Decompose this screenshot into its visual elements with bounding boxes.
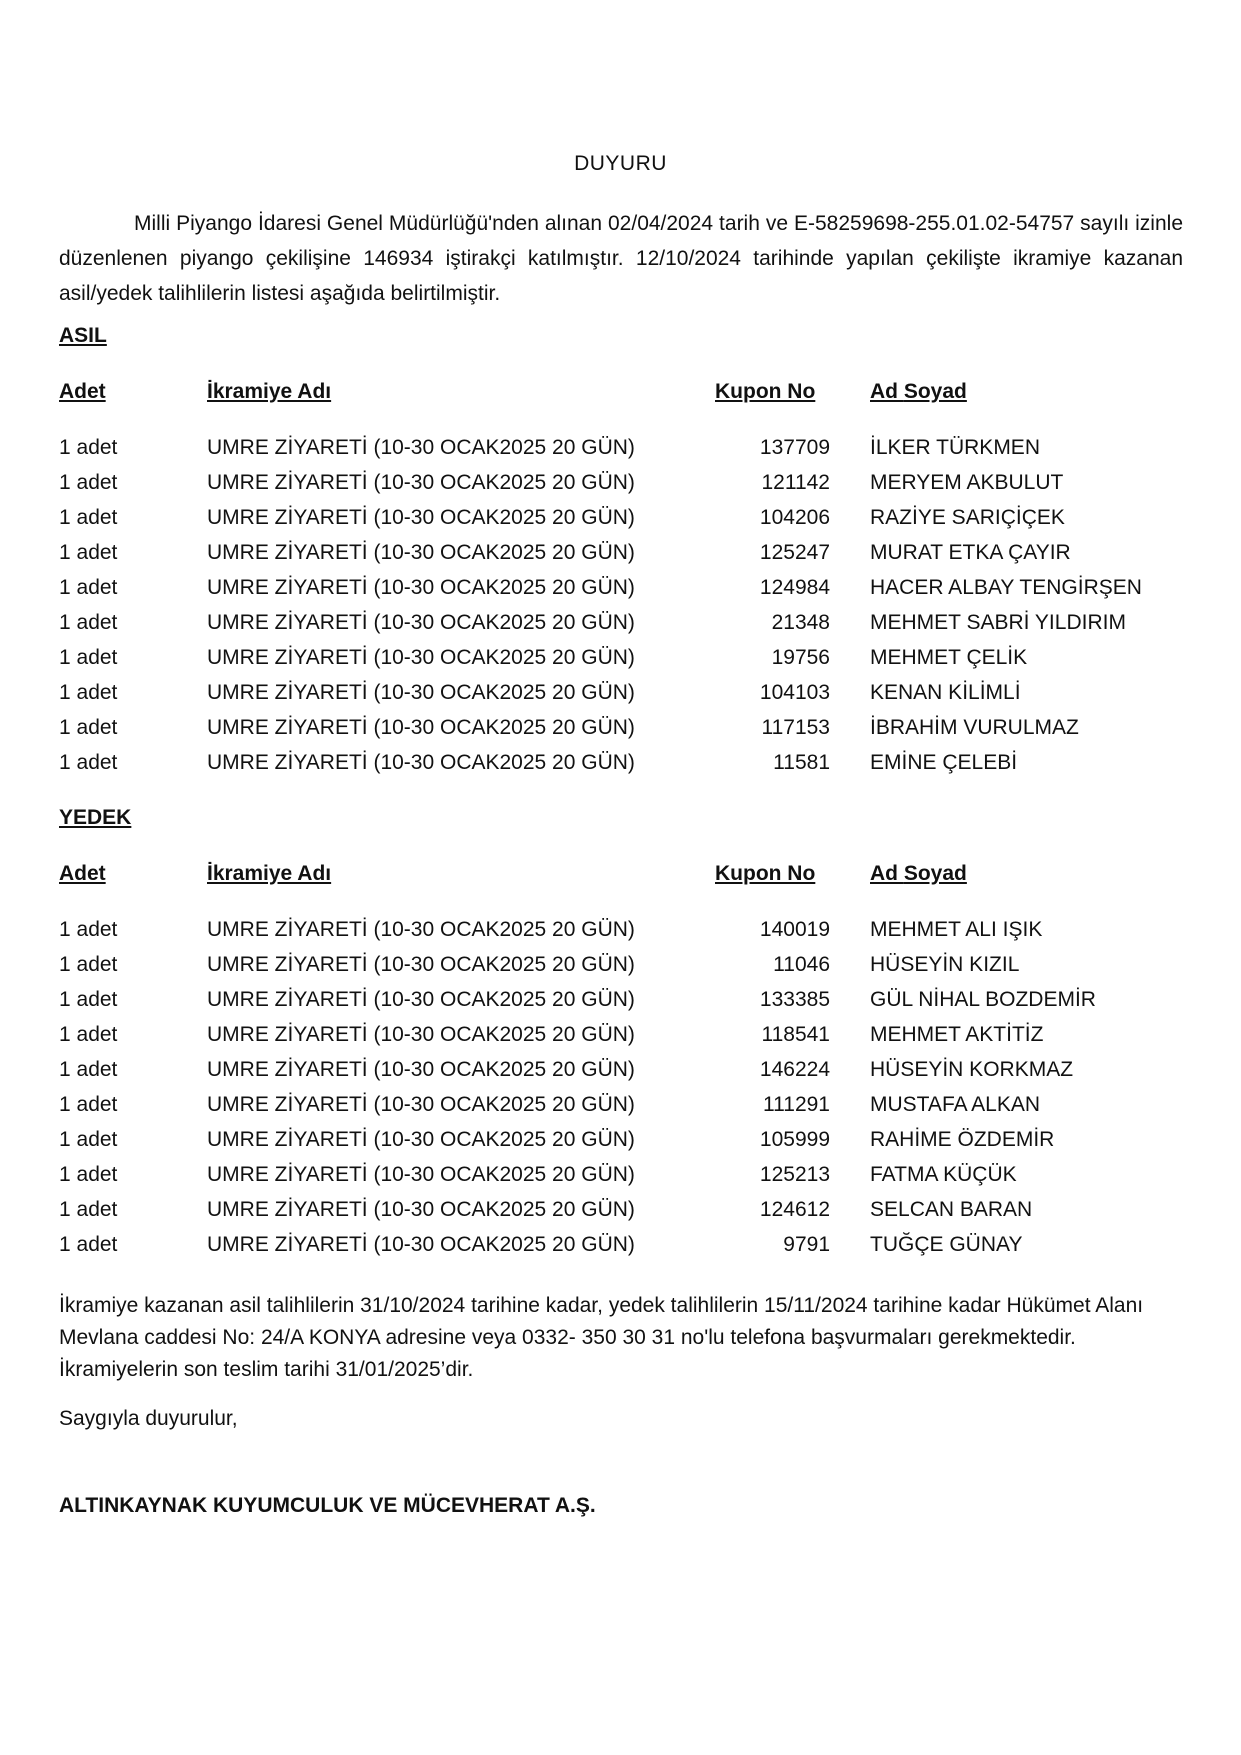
cell-name: KENAN KİLİMLİ (870, 681, 1021, 704)
cell-qty: 1 adet (59, 1058, 118, 1081)
asil-table-body (0, 436, 1241, 786)
cell-coupon: 118541 (761, 1023, 830, 1046)
cell-coupon: 137709 (759, 436, 830, 459)
cell-name: İLKER TÜRKMEN (870, 436, 1040, 459)
table-row (0, 1198, 1241, 1233)
cell-name: MEHMET ALI IŞIK (870, 918, 1043, 941)
table-row (0, 471, 1241, 506)
cell-coupon: 104103 (759, 681, 830, 704)
cell-coupon: 125247 (759, 541, 830, 564)
cell-qty: 1 adet (59, 988, 118, 1011)
table-row (0, 506, 1241, 541)
cell-coupon: 117153 (761, 716, 830, 739)
column-header-name (870, 380, 967, 404)
cell-prize: UMRE ZİYARETİ (10-30 OCAK2025 20 GÜN) (207, 1233, 635, 1256)
table-row (0, 918, 1241, 953)
column-header-prize: İkramiye Adı (207, 380, 332, 403)
section-yedek-heading: YEDEK (59, 806, 132, 829)
cell-qty: 1 adet (59, 1023, 118, 1046)
cell-prize: UMRE ZİYARETİ (10-30 OCAK2025 20 GÜN) (207, 541, 635, 564)
cell-qty: 1 adet (59, 471, 118, 494)
cell-qty: 1 adet (59, 611, 118, 634)
cell-coupon: 19756 (771, 646, 830, 669)
cell-qty: 1 adet (59, 681, 118, 704)
table-row (0, 541, 1241, 576)
cell-name: MEHMET ÇELİK (870, 646, 1028, 669)
cell-coupon: 21348 (771, 611, 830, 634)
table-row (0, 1093, 1241, 1128)
cell-coupon: 11046 (773, 953, 830, 976)
table-row (0, 611, 1241, 646)
cell-name: SELCAN BARAN (870, 1198, 1033, 1221)
table-row (0, 953, 1241, 988)
cell-prize: UMRE ZİYARETİ (10-30 OCAK2025 20 GÜN) (207, 1093, 635, 1116)
table-row (0, 751, 1241, 786)
cell-coupon: 104206 (759, 506, 830, 529)
cell-coupon: 111291 (763, 1093, 830, 1116)
cell-prize: UMRE ZİYARETİ (10-30 OCAK2025 20 GÜN) (207, 918, 635, 941)
cell-name: HÜSEYİN KIZIL (870, 953, 1020, 976)
column-header-last-name: Soyad (903, 862, 967, 885)
cell-name: MERYEM AKBULUT (870, 471, 1064, 494)
yedek-table-body (0, 918, 1241, 1268)
table-row (0, 1058, 1241, 1093)
cell-name: FATMA KÜÇÜK (870, 1163, 1017, 1186)
cell-name: MEHMET SABRİ YILDIRIM (870, 611, 1126, 634)
footer-paragraph: İkramiye kazanan asil talihlilerin 31/10/2024 tarihine kadar, yedek talihlilerin 15/11/2024 tarihine kadar Hükümet Alanı Mevlana caddesi No: 24/A KONYA adresine veya 0332- 350 30 31 no'lu telefona başvurmaları gerekmektedir. İkramiyelerin son teslim tarihi 31/01/2025’dir. (59, 1294, 1144, 1381)
cell-qty: 1 adet (59, 953, 118, 976)
cell-name: RAHİME ÖZDEMİR (870, 1128, 1055, 1151)
cell-qty: 1 adet (59, 1163, 118, 1186)
table-row (0, 436, 1241, 471)
cell-qty: 1 adet (59, 1128, 118, 1151)
cell-name: HÜSEYİN KORKMAZ (870, 1058, 1074, 1081)
cell-qty: 1 adet (59, 541, 118, 564)
cell-qty: 1 adet (59, 716, 118, 739)
cell-name: İBRAHİM VURULMAZ (870, 716, 1079, 739)
cell-prize: UMRE ZİYARETİ (10-30 OCAK2025 20 GÜN) (207, 953, 635, 976)
closing-greeting: Saygıyla duyurulur, (59, 1407, 238, 1430)
table-row (0, 1233, 1241, 1268)
table-row (0, 681, 1241, 716)
table-row (0, 646, 1241, 681)
table-row (0, 988, 1241, 1023)
intro-paragraph: Milli Piyango İdaresi Genel Müdürlüğü'nden alınan 02/04/2024 tarih ve E-58259698-255.01.02-54757 sayılı izinle düzenlenen piyango çekilişine 146934 iştirakçi katılmıştır. 12/10/2024 tarihinde yapılan çekilişte ikramiye kazanan asil/yedek talihlilerin listesi aşağıda belirtilmiştir. (59, 212, 1183, 305)
cell-coupon: 140019 (759, 918, 830, 941)
column-header-first-name: Ad (870, 380, 898, 403)
cell-coupon: 11581 (773, 751, 830, 774)
table-row (0, 1023, 1241, 1058)
cell-qty: 1 adet (59, 506, 118, 529)
cell-coupon: 124612 (759, 1198, 830, 1221)
cell-name: MEHMET AKTİTİZ (870, 1023, 1044, 1046)
cell-coupon: 133385 (759, 988, 830, 1011)
cell-qty: 1 adet (59, 1093, 118, 1116)
cell-name: MUSTAFA ALKAN (870, 1093, 1040, 1116)
cell-name: MURAT ETKA ÇAYIR (870, 541, 1071, 564)
cell-prize: UMRE ZİYARETİ (10-30 OCAK2025 20 GÜN) (207, 611, 635, 634)
column-header-name (870, 862, 967, 886)
cell-prize: UMRE ZİYARETİ (10-30 OCAK2025 20 GÜN) (207, 646, 635, 669)
company-signature: ALTINKAYNAK KUYUMCULUK VE MÜCEVHERAT A.Ş. (59, 1494, 596, 1517)
cell-name: GÜL NİHAL BOZDEMİR (870, 988, 1096, 1011)
cell-coupon: 124984 (759, 576, 830, 599)
cell-qty: 1 adet (59, 1198, 118, 1221)
cell-coupon: 146224 (759, 1058, 830, 1081)
cell-coupon: 121142 (761, 471, 830, 494)
cell-prize: UMRE ZİYARETİ (10-30 OCAK2025 20 GÜN) (207, 1163, 635, 1186)
cell-prize: UMRE ZİYARETİ (10-30 OCAK2025 20 GÜN) (207, 1023, 635, 1046)
cell-coupon: 125213 (759, 1163, 830, 1186)
cell-name: TUĞÇE GÜNAY (870, 1233, 1023, 1256)
cell-prize: UMRE ZİYARETİ (10-30 OCAK2025 20 GÜN) (207, 436, 635, 459)
cell-qty: 1 adet (59, 751, 118, 774)
table-row (0, 576, 1241, 611)
cell-coupon: 9791 (783, 1233, 830, 1256)
cell-prize: UMRE ZİYARETİ (10-30 OCAK2025 20 GÜN) (207, 716, 635, 739)
page-title: DUYURU (574, 152, 667, 175)
table-row (0, 1163, 1241, 1198)
cell-qty: 1 adet (59, 436, 118, 459)
column-header-coupon: Kupon No (715, 862, 816, 885)
section-asil-heading: ASIL (59, 324, 107, 347)
cell-prize: UMRE ZİYARETİ (10-30 OCAK2025 20 GÜN) (207, 576, 635, 599)
cell-qty: 1 adet (59, 576, 118, 599)
cell-prize: UMRE ZİYARETİ (10-30 OCAK2025 20 GÜN) (207, 1198, 635, 1221)
cell-qty: 1 adet (59, 646, 118, 669)
column-header-prize: İkramiye Adı (207, 862, 332, 885)
table-row (0, 1128, 1241, 1163)
cell-name: HACER ALBAY TENGİRŞEN (870, 576, 1142, 599)
cell-qty: 1 adet (59, 1233, 118, 1256)
column-header-coupon: Kupon No (715, 380, 816, 403)
cell-name: EMİNE ÇELEBİ (870, 751, 1018, 774)
column-header-first-name: Ad (870, 862, 898, 885)
cell-prize: UMRE ZİYARETİ (10-30 OCAK2025 20 GÜN) (207, 681, 635, 704)
column-header-qty: Adet (59, 862, 106, 885)
column-header-last-name: Soyad (903, 380, 967, 403)
cell-prize: UMRE ZİYARETİ (10-30 OCAK2025 20 GÜN) (207, 1058, 635, 1081)
cell-name: RAZİYE SARIÇİÇEK (870, 506, 1065, 529)
cell-prize: UMRE ZİYARETİ (10-30 OCAK2025 20 GÜN) (207, 988, 635, 1011)
cell-prize: UMRE ZİYARETİ (10-30 OCAK2025 20 GÜN) (207, 1128, 635, 1151)
cell-prize: UMRE ZİYARETİ (10-30 OCAK2025 20 GÜN) (207, 471, 635, 494)
cell-prize: UMRE ZİYARETİ (10-30 OCAK2025 20 GÜN) (207, 506, 635, 529)
column-header-qty: Adet (59, 380, 106, 403)
cell-prize: UMRE ZİYARETİ (10-30 OCAK2025 20 GÜN) (207, 751, 635, 774)
cell-coupon: 105999 (759, 1128, 830, 1151)
cell-qty: 1 adet (59, 918, 118, 941)
table-row (0, 716, 1241, 751)
